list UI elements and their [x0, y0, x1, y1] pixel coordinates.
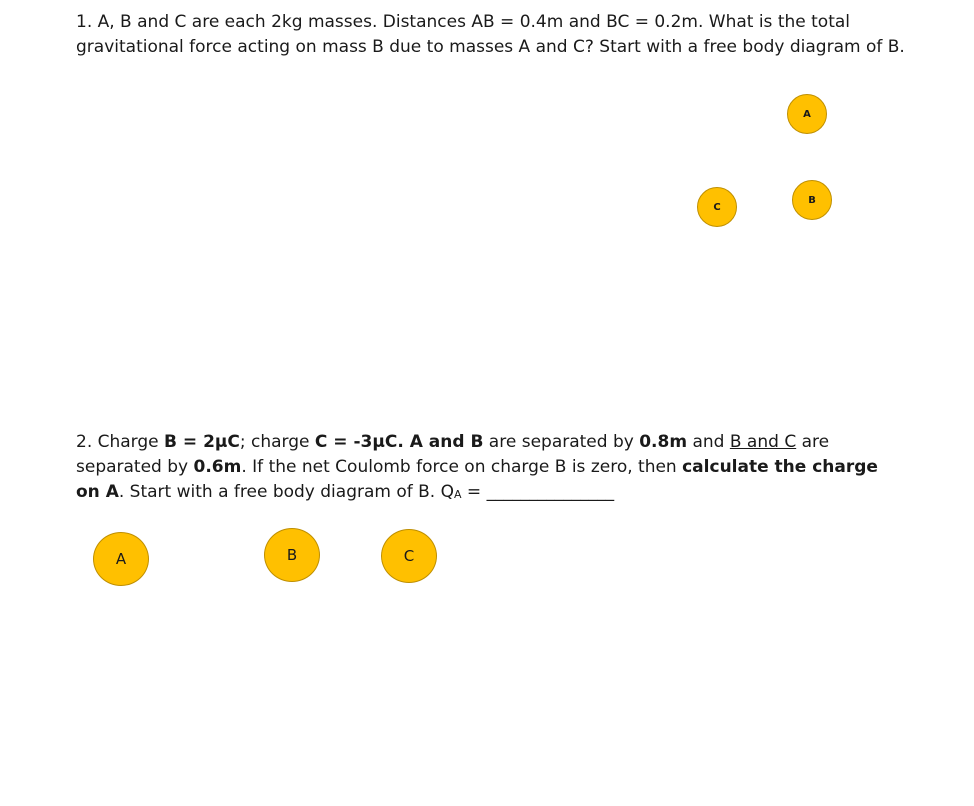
- q2-text-2: ; charge: [239, 432, 315, 452]
- mass-a-label: A: [803, 108, 811, 120]
- q2-text-4: and: [687, 432, 730, 452]
- question-1-text: [76, 10, 906, 60]
- q2-charge-b: B = 2μC: [164, 432, 240, 452]
- q2-text-8: =: [461, 482, 487, 502]
- q2-text-7: . Start with a free body diagram of B. Q: [118, 482, 454, 502]
- q2-task: calculate the charge on A: [76, 457, 878, 502]
- charge-a-label: A: [115, 550, 127, 568]
- question-1-body: 1. A, B and C are each 2kg masses. Distances AB = 0.4m and BC = 0.2m. What is the total gravitational force acting on mass B due to masses A and C? Start with a free body diagram of B.: [76, 12, 905, 57]
- mass-b-circle: [792, 180, 832, 220]
- mass-a-circle: [787, 94, 827, 134]
- q2-distance-ab: 0.8m: [639, 432, 688, 452]
- q2-charge-c: C = -3μC. A and B: [314, 432, 484, 452]
- question-2-text: [76, 430, 906, 506]
- charge-c-label: C: [403, 547, 415, 565]
- charge-c-circle: [381, 529, 437, 583]
- q2-text-5: are separated by: [76, 432, 830, 477]
- mass-c-label: C: [713, 201, 721, 213]
- mass-c-circle: [697, 187, 737, 227]
- q2-text-3: are separated by: [483, 432, 640, 452]
- q2-distance-bc: 0.6m: [193, 457, 242, 477]
- q2-text-6: . If the net Coulomb force on charge B is zero, then: [241, 457, 683, 477]
- q2-subscript-a: A: [454, 488, 462, 501]
- charge-b-circle: [264, 528, 320, 582]
- mass-b-label: B: [808, 194, 816, 206]
- answer-blank: _______________: [486, 482, 615, 502]
- charge-a-circle: [93, 532, 149, 586]
- q2-bc-underlined: B and C: [729, 432, 797, 452]
- charge-b-label: B: [286, 546, 298, 564]
- q2-text-1: 2. Charge: [76, 432, 165, 452]
